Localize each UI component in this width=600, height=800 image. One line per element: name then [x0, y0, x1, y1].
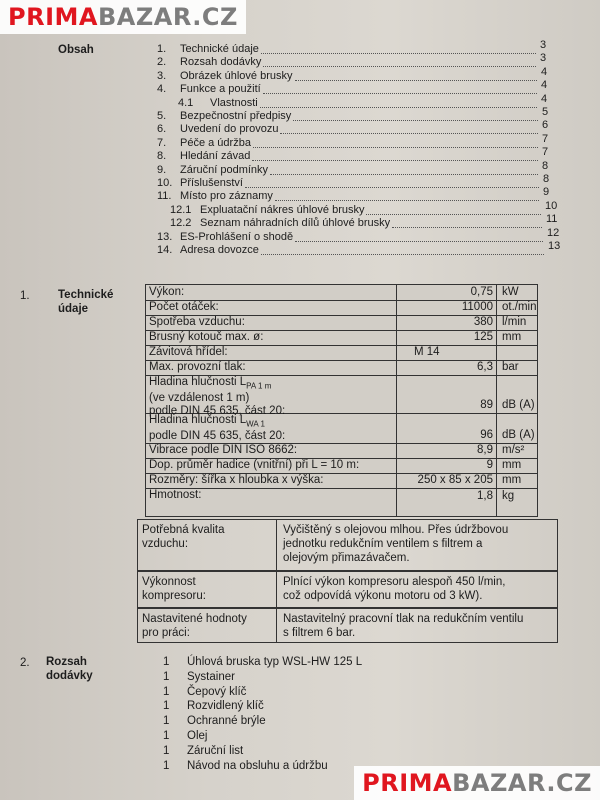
toc-item-page: 7: [542, 132, 549, 145]
spec-label: [149, 376, 285, 418]
toc-dot-leader: [261, 254, 544, 255]
toc-item-title: Příslušenství: [180, 177, 243, 189]
spec-note-text-line: Plnící výkon kompresoru alespoň 450 l/min,: [283, 576, 506, 588]
section-1-heading-line2: údaje: [58, 303, 89, 315]
section-1-heading-line1: Technické: [58, 289, 114, 301]
toc-dot-leader: [261, 53, 536, 54]
toc-dot-leader: [392, 227, 542, 228]
toc-item-number: 8.: [157, 150, 167, 163]
delivery-item-name: Čepový klíč: [187, 685, 247, 698]
toc-item-page: 12: [547, 226, 560, 239]
toc-dot-leader: [280, 133, 538, 134]
delivery-item-qty: 1: [163, 700, 170, 713]
spec-value: 9: [486, 459, 493, 471]
spec-unit: mm: [502, 331, 522, 343]
spec-note-label: [142, 523, 224, 551]
toc-item-number: 12.2: [170, 217, 192, 230]
spec-note-text-line: olejovým přimazávačem.: [283, 552, 410, 564]
toc-item-title: Místo pro záznamy: [180, 190, 273, 203]
toc-item-title: Obrázek úhlové brusky: [180, 69, 293, 82]
spec-row: [146, 300, 537, 316]
delivery-item-name: Systainer: [187, 670, 235, 683]
spec-note-text-line: jednotku redukčním ventilem s filtrem a: [283, 538, 483, 550]
spec-label-line2: (ve vzdálenost 1 m): [149, 392, 250, 405]
spec-label-text: Brusný kotouč max. ø:: [149, 331, 264, 343]
spec-row: [146, 488, 537, 504]
toc-item-page: 3: [540, 39, 547, 51]
toc-dot-leader: [253, 147, 538, 148]
spec-row: [146, 330, 537, 346]
toc-item-title: Adresa dovozce: [180, 244, 259, 256]
delivery-item-qty: 1: [163, 715, 170, 728]
spec-unit: kg: [502, 490, 515, 502]
toc-dot-leader: [366, 214, 541, 215]
toc-item-number: 5.: [157, 110, 167, 122]
spec-value: 380: [473, 316, 493, 328]
spec-label: [149, 301, 219, 314]
spec-unit: kW: [502, 286, 519, 298]
spec-row: [146, 473, 537, 489]
toc-item-title: Expluatační nákres úhlové brusky: [200, 203, 365, 216]
section-2-heading-line2: dodávky: [46, 670, 93, 682]
toc-dot-leader: [275, 200, 539, 201]
spec-row: [146, 443, 537, 459]
toc-item-number: 1.: [157, 43, 167, 55]
spec-label-text: Závitová hřídel:: [149, 346, 228, 358]
toc-item-title: Uvedení do provozu: [180, 123, 279, 136]
spec-note-label: [142, 575, 206, 603]
toc-item-number: 7.: [157, 136, 167, 149]
toc-item-page: 7: [542, 146, 549, 159]
toc-item-number: 3.: [157, 69, 167, 82]
spec-unit: dB (A): [502, 399, 535, 411]
spec-note-label-line: Výkonnost: [142, 576, 196, 588]
spec-note-text: [283, 612, 523, 640]
toc-item-page: 9: [543, 186, 550, 199]
spec-unit: mm: [502, 459, 522, 471]
toc-item-title: Bezpečnostní předpisy: [180, 110, 292, 122]
spec-label-line3: podle DIN 45 635, část 20:: [149, 405, 286, 418]
delivery-item-qty: 1: [163, 656, 170, 668]
spec-value: 89: [480, 399, 493, 411]
toc-heading: Obsah: [58, 44, 94, 56]
toc-item-title: Technické údaje: [180, 43, 259, 55]
toc-dot-leader: [260, 107, 537, 108]
spec-value: 8,9: [477, 444, 493, 456]
watermark-logo-bottom: PRIMABAZAR.CZ: [354, 766, 600, 800]
toc-item-page: 8: [542, 159, 549, 172]
spec-row: [146, 345, 537, 361]
delivery-item-qty: 1: [163, 744, 170, 757]
toc-dot-leader: [293, 120, 538, 121]
spec-value: M 14: [414, 346, 440, 358]
spec-row: [146, 360, 537, 376]
section-1-number: 1.: [20, 290, 30, 302]
toc-dot-leader: [270, 174, 538, 175]
delivery-item-qty: 1: [163, 759, 170, 772]
spec-note-label: [142, 612, 247, 640]
toc-item-title: Hledání závad: [180, 150, 251, 163]
spec-note-box: [137, 571, 558, 608]
spec-row: [146, 285, 537, 301]
toc-item-page: 4: [541, 92, 548, 105]
toc-dot-leader: [252, 160, 538, 161]
spec-unit: m/s²: [502, 444, 525, 456]
spec-note-text: [283, 575, 505, 603]
spec-note-divider: [276, 572, 277, 607]
spec-value: 0,75: [470, 286, 493, 298]
spec-row: [146, 315, 537, 331]
spec-table: [145, 284, 538, 517]
spec-value: 6,3: [477, 361, 493, 373]
toc-item-page: 8: [543, 173, 550, 185]
toc-item-page: 3: [540, 52, 547, 65]
spec-label: [149, 316, 245, 329]
delivery-item-qty: 1: [163, 685, 170, 698]
toc-dot-leader: [245, 187, 539, 188]
spec-unit: dB (A): [502, 429, 535, 441]
section-2-number: 2.: [20, 657, 30, 669]
toc-item-number: 10.: [157, 177, 173, 189]
delivery-item-name: Ochranné brýle: [187, 715, 266, 728]
spec-label-line2: podle DIN 45 635, část 20:: [149, 430, 286, 443]
toc-item-title: ES-Prohlášení o shodě: [180, 230, 294, 243]
watermark-logo-top: PRIMABAZAR.CZ: [0, 0, 246, 34]
spec-note-box: [137, 519, 558, 571]
toc-dot-leader: [263, 66, 536, 67]
spec-note-text-line: což odpovídá výkonu motoru od 3 kW).: [283, 590, 483, 602]
spec-label: [149, 489, 201, 502]
toc-item-page: 13: [548, 240, 561, 252]
spec-value: 1,8: [477, 490, 493, 502]
spec-note-label-line: vzduchu:: [142, 538, 189, 550]
toc-item-number: 9.: [157, 163, 167, 176]
spec-label-text: Hmotnost:: [149, 489, 202, 501]
spec-note-text-line: Nastavitelný pracovní tlak na redukčním ventilu: [283, 613, 524, 625]
spec-label: [149, 459, 359, 472]
toc-item-number: 4.: [157, 83, 167, 96]
toc-item-page: 6: [542, 119, 549, 132]
toc-item-title: Záruční podmínky: [180, 163, 269, 176]
toc-item-number: 13.: [157, 230, 173, 243]
spec-unit: ot./min: [502, 301, 537, 313]
delivery-item-name: Olej: [187, 730, 208, 742]
toc-item-number: 2.: [157, 56, 167, 69]
spec-label-text: Dop. průměr hadice (vnitřní) při L = 10 m:: [149, 459, 360, 471]
spec-value: 11000: [461, 301, 493, 313]
toc-item-page: 4: [541, 79, 548, 92]
delivery-item-name: Návod na obsluhu a údržbu: [187, 759, 328, 772]
toc-item-page: 4: [541, 65, 548, 78]
toc-item-number: 6.: [157, 123, 167, 136]
spec-note-label-line: Nastavitené hodnoty: [142, 613, 247, 625]
spec-row: [146, 413, 537, 444]
section-2-heading-line1: Rozsah: [46, 656, 87, 668]
spec-label: [149, 474, 323, 487]
delivery-item-qty: 1: [163, 670, 170, 683]
spec-label: [149, 414, 285, 443]
spec-note-label-line: kompresoru:: [142, 590, 206, 602]
spec-note-text-line: Vyčištěný s olejovou mlhou. Přes údržbovou: [283, 524, 509, 536]
toc-item-page: 11: [546, 213, 558, 226]
toc-dot-leader: [295, 80, 537, 81]
toc-item-number: 12.1: [170, 203, 192, 216]
toc-item-title: Funkce a použití: [180, 83, 261, 96]
spec-label-text: Vibrace podle DIN ISO 8662:: [149, 444, 298, 456]
spec-label-text: Hladina hlučnosti L: [149, 414, 247, 426]
toc-item-number: 4.1: [178, 96, 194, 109]
spec-note-box: [137, 608, 558, 643]
spec-label: [149, 286, 184, 299]
toc-dot-leader: [263, 93, 537, 94]
spec-label: [149, 346, 228, 359]
toc-item-number: 11.: [157, 190, 172, 203]
spec-note-divider: [276, 520, 277, 570]
spec-note-label-line: pro práci:: [142, 627, 190, 639]
spec-label-text: Hladina hlučnosti L: [149, 376, 247, 388]
spec-note-label-line: Potřebná kvalita: [142, 524, 225, 536]
spec-value: 250 x 85 x 205: [417, 474, 493, 486]
spec-value: 96: [480, 429, 493, 441]
spec-label: [149, 331, 263, 344]
toc-item-page: 5: [542, 106, 549, 118]
toc-item-title: Vlastnosti: [210, 96, 258, 109]
spec-note-text: [283, 523, 508, 565]
toc-item-page: 10: [545, 199, 558, 212]
spec-unit: bar: [502, 361, 519, 373]
spec-note-divider: [276, 609, 277, 642]
spec-label-text: Počet otáček:: [149, 301, 219, 313]
toc-item-title: Rozsah dodávky: [180, 56, 262, 69]
spec-label-text: Spotřeba vzduchu:: [149, 316, 245, 328]
toc-item-title: Seznam náhradních dílů úhlové brusky: [200, 217, 391, 230]
spec-unit: l/min: [502, 316, 527, 328]
spec-note-text-line: s filtrem 6 bar.: [283, 627, 356, 639]
delivery-item-qty: 1: [163, 730, 170, 742]
spec-label-text: Výkon:: [149, 286, 185, 298]
spec-unit: mm: [502, 474, 522, 486]
toc-item-number: 14.: [157, 244, 173, 256]
delivery-item-name: Úhlová bruska typ WSL-HW 125 L: [187, 656, 363, 668]
toc-item-title: Péče a údržba: [180, 136, 251, 149]
spec-label-subscript: WA 1: [246, 419, 265, 429]
spec-row: [146, 375, 537, 418]
spec-label-text: Rozměry: šířka x hloubka x výška:: [149, 474, 324, 486]
spec-value: 125: [473, 331, 493, 343]
toc-dot-leader: [295, 241, 543, 242]
spec-label: [149, 444, 297, 457]
spec-label: [149, 361, 246, 374]
spec-row: [146, 458, 537, 474]
spec-label-subscript: PA 1 m: [246, 381, 272, 391]
delivery-item-name: Rozvidlený klíč: [187, 700, 264, 713]
delivery-item-name: Záruční list: [187, 744, 244, 757]
spec-label-text: Max. provozní tlak:: [149, 361, 246, 373]
